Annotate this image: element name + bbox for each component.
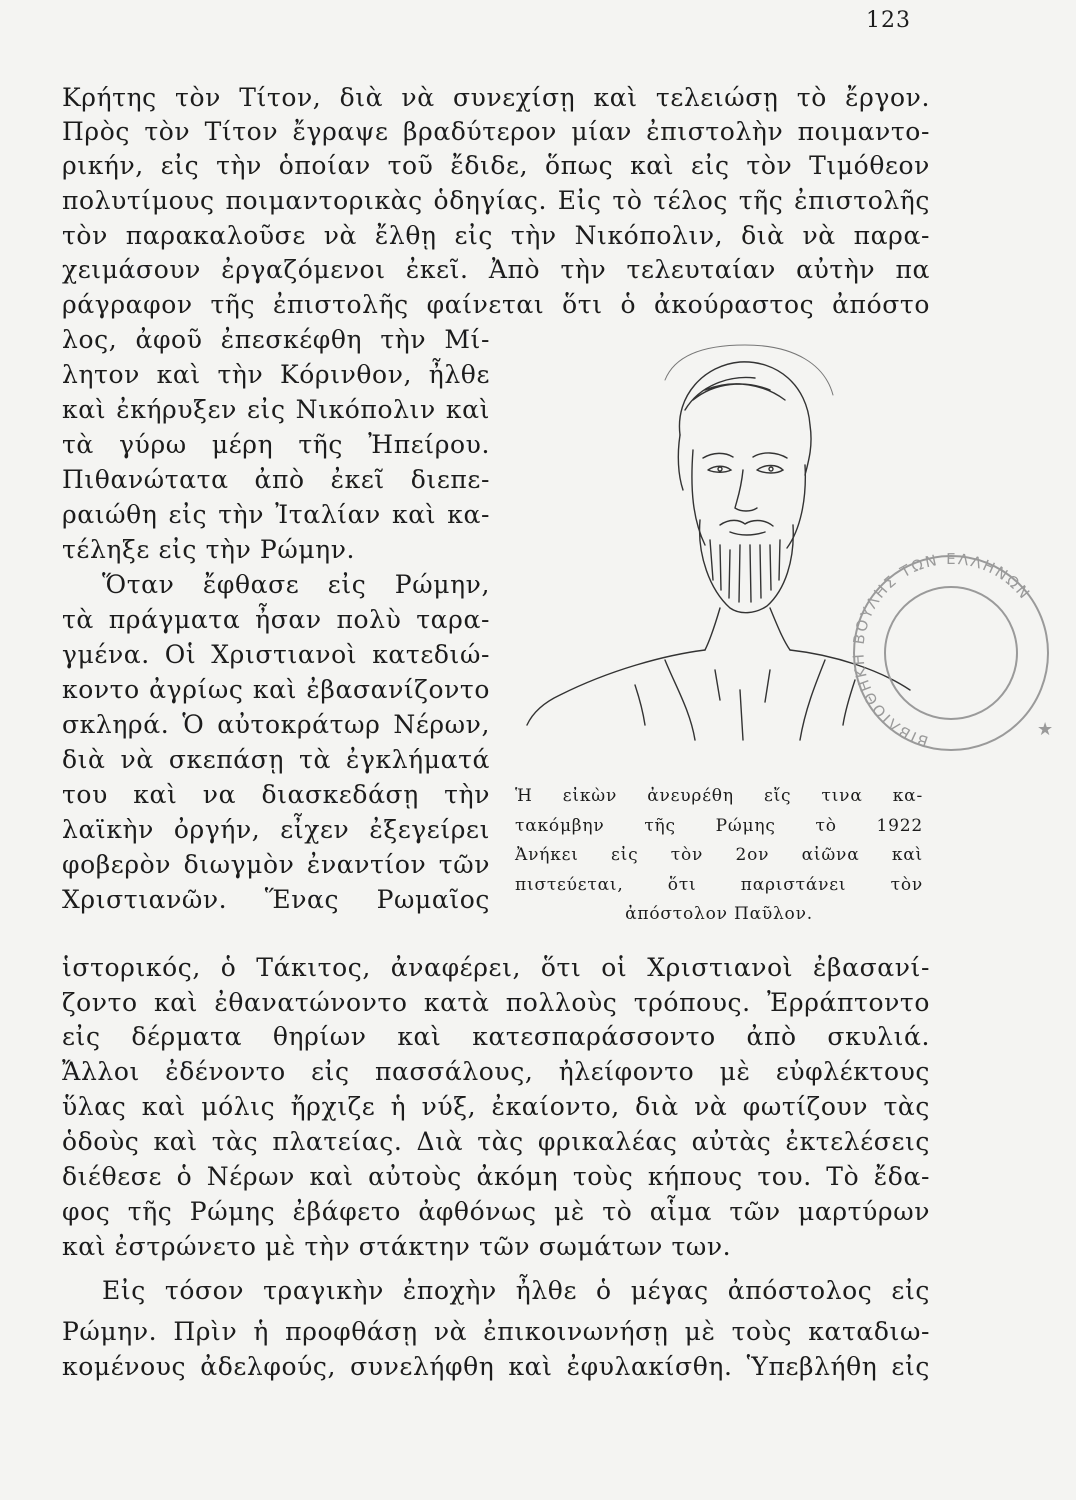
text-line: ζοντο καὶ ἐθανατώνοντο κατὰ πολλοὺς τρόπους. Ἐρράπτοντο (62, 988, 930, 1017)
text-line: διὰ νὰ σκεπάσῃ τὰ ἐγκλήματά (62, 745, 490, 774)
text-line: λος, ἀφοῦ ἐπεσκέφθη τὴν Μί- (62, 325, 490, 354)
caption-line: Ἀνήκει εἰς τὸν 2ον αἰῶνα καὶ (515, 845, 923, 865)
text-line: ἱστορικός, ὁ Τάκιτος, ἀναφέρει, ὅτι οἱ Χριστιανοὶ ἐβασανί- (62, 953, 930, 982)
text-line: Πρὸς τὸν Τίτον ἔγραψε βραδύτερον μίαν ἐπιστολὴν ποιμαντο- (62, 117, 930, 146)
page-number: 123 (866, 8, 911, 33)
library-stamp (846, 545, 1056, 760)
stamp-text: ΒΙΒΛΙΟΘΗΚΗ ΒΟΥΛΗΣ ΤΩΝ ΕΛΛΗΝΩΝ (849, 549, 1035, 751)
svg-text:ΒΙΒΛΙΟΘΗΚΗ ΒΟΥΛΗΣ ΤΩΝ ΕΛΛΗΝΩΝ (849, 550, 1034, 751)
text-line: σκληρά. Ὁ αὐτοκράτωρ Νέρων, (62, 710, 490, 739)
text-line: Κρήτης τὸν Τίτον, διὰ νὰ συνεχίσῃ καὶ τελειώσῃ τὸ ἔργον. (62, 83, 930, 112)
text-line: λητον καὶ τὴν Κόρινθον, ἦλθε (62, 360, 490, 389)
caption-line: ἀπόστολον Παῦλον. (625, 904, 813, 924)
text-line: κομένους ἀδελφούς, συνελήφθη καὶ ἐφυλακίσθη. Ὑπεβλήθη εἰς (62, 1352, 930, 1381)
text-line: Ἄλλοι ἐδένοντο εἰς πασσάλους, ἠλείφοντο μὲ εὐφλέκτους (62, 1057, 930, 1086)
text-line: ράγραφον τῆς ἐπιστολῆς φαίνεται ὅτι ὁ ἀκούραστος ἀπόστο (62, 290, 930, 319)
text-line: Ὅταν ἔφθασε εἰς Ρώμην, (102, 570, 490, 599)
text-line: τέληξε εἰς τὴν Ρώμην. (62, 535, 356, 564)
text-line: Ρώμην. Πρὶν ἡ προφθάσῃ νὰ ἐπικοινωνήσῃ μὲ τοὺς καταδιω- (62, 1317, 930, 1346)
text-line: καὶ ἐστρώνετο μὲ τὴν στάκτην τῶν σωμάτων των. (62, 1232, 732, 1261)
text-line: λαϊκὴν ὀργήν, εἶχεν ἐξεγείρει (62, 815, 490, 844)
text-line: τὰ γύρω μέρη τῆς Ἠπείρου. (62, 430, 490, 459)
caption-line: τακόμβην τῆς Ρώμης τὸ 1922 (515, 815, 923, 836)
text-line: τὸν παρακαλοῦσε νὰ ἔλθῃ εἰς τὴν Νικόπολιν, διὰ νὰ παρα- (62, 221, 930, 250)
caption-line: πιστεύεται, ὅτι παριστάνει τὸν (515, 874, 923, 895)
text-line: χειμάσουν ἐργαζόμενοι ἐκεῖ. Ἀπὸ τὴν τελευταίαν αὐτὴν πα (62, 255, 930, 284)
text-line: Εἰς τόσον τραγικὴν ἐποχὴν ἦλθε ὁ μέγας ἀπόστολος εἰς (102, 1276, 930, 1305)
text-line: εἰς δέρματα θηρίων καὶ κατεσπαράσσοντο ἀπὸ σκυλιά. (62, 1022, 930, 1051)
caption-line: Ἡ εἰκὼν ἀνευρέθη εἴς τινα κα- (515, 786, 923, 806)
text-line: Πιθανώτατα ἀπὸ ἐκεῖ διεπε- (62, 465, 490, 494)
text-line: του καὶ να διασκεδάσῃ τὴν (62, 780, 490, 809)
text-line: φος τῆς Ρώμης ἐβάφετο ἀφθόνως μὲ τὸ αἷμα τῶν μαρτύρων (62, 1197, 930, 1226)
text-line: ὕλας καὶ μόλις ἤρχιζε ἡ νύξ, ἐκαίοντο, διὰ νὰ φωτίζουν τὰς (62, 1092, 930, 1121)
text-line: Χριστιανῶν. Ἕνας Ρωμαῖος (62, 885, 490, 914)
text-line: διέθεσε ὁ Νέρων καὶ αὐτοὺς ἀκόμη τοὺς κήπους του. Τὸ ἔδα- (62, 1162, 930, 1191)
star-icon: ★ (1037, 719, 1054, 740)
text-line: τὰ πράγματα ἦσαν πολὺ ταρα- (62, 605, 490, 634)
text-line: ρικήν, εἰς τὴν ὁποίαν τοῦ ἔδιδε, ὅπως καὶ εἰς τὸν Τιμόθεον (62, 151, 930, 180)
figure-caption (515, 782, 923, 930)
text-line: πολυτίμους ποιμαντορικὰς ὁδηγίας. Εἰς τὸ τέλος τῆς ἐπιστολῆς (62, 186, 930, 215)
text-line: κοντο ἀγρίως καὶ ἐβασανίζοντο (62, 675, 490, 704)
text-line: φοβερὸν διωγμὸν ἐναντίον τῶν (62, 850, 490, 879)
text-line: ραιώθη εἰς τὴν Ἰταλίαν καὶ κα- (62, 500, 490, 529)
text-line: ὁδοὺς καὶ τὰς πλατείας. Διὰ τὰς φρικαλέας αὐτὰς ἐκτελέσεις (62, 1127, 930, 1156)
text-line: γμένα. Οἱ Χριστιανοὶ κατεδιώ- (62, 640, 490, 669)
text-line: καὶ ἐκήρυξεν εἰς Νικόπολιν καὶ (62, 395, 490, 424)
